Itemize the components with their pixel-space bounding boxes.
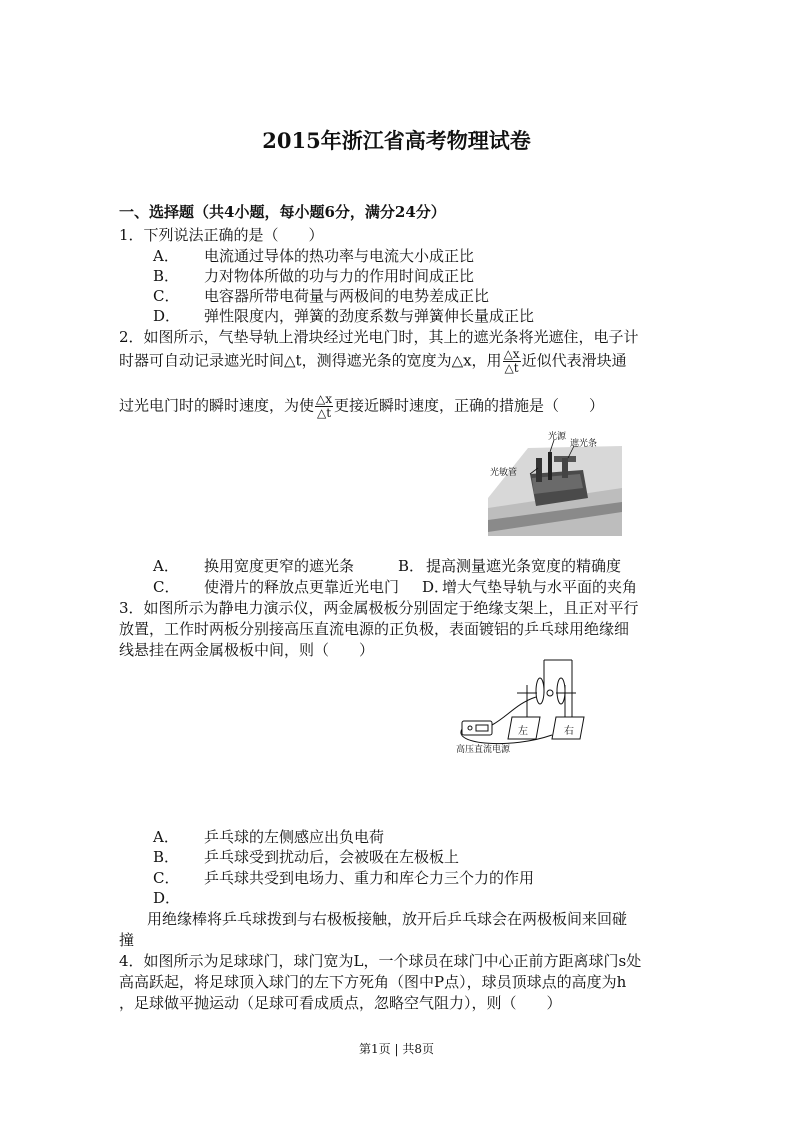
option-letter: B．	[153, 848, 180, 866]
label-right: 右	[564, 726, 574, 737]
option-letter: A．	[153, 247, 179, 265]
q2-line3-b: 更接近瞬时速度，正确的措施是（ ）	[334, 396, 605, 415]
electrostatic-figure	[452, 655, 592, 755]
option-letter: A．	[153, 557, 179, 575]
option-text: 电容器所带电荷量与两极间的电势差成正比	[204, 287, 490, 305]
option-text: 乒乓球共受到电场力、重力和库仑力三个力的作用	[204, 869, 535, 887]
fraction-denominator: △t	[504, 361, 519, 375]
air-track-figure	[488, 428, 622, 536]
fraction-numerator: △x	[316, 392, 333, 406]
option-letter: D．	[153, 889, 181, 907]
label-power-supply: 高压直流电源	[456, 745, 511, 755]
q2-line3-a: 过光电门时的瞬时速度，为使	[119, 396, 315, 415]
option-letter: B．	[398, 557, 425, 575]
q3-line1: 3．如图所示为静电力演示仪，两金属极板分别固定于绝缘支架上，且正对平行	[119, 599, 639, 617]
option-text: 乒乓球受到扰动后，会被吸在左极板上	[204, 848, 460, 866]
q4-line3: ，足球做平抛运动（足球可看成质点，忽略空气阻力），则（ ）	[119, 994, 562, 1012]
electrostatic-illustration	[452, 655, 592, 755]
q1-stem: 1．下列说法正确的是（ ）	[119, 226, 324, 244]
q3-option-d-text-line1: 用绝缘棒将乒乓球拨到与右极板接触，放开后乒乓球会在两极板间来回碰	[147, 910, 628, 928]
option-text: 增大气垫导轨与水平面的夹角	[442, 578, 638, 596]
fraction-numerator: △x	[503, 347, 520, 361]
option-letter: D．	[153, 307, 181, 325]
label-photo-tube: 光敏管	[490, 468, 518, 478]
page-footer: 第1页 | 共8页	[359, 1042, 434, 1056]
option-letter: C．	[153, 578, 180, 596]
section-heading: 一、选择题（共4小题，每小题6分，满分24分）	[119, 203, 446, 221]
option-text: 乒乓球的左侧感应出负电荷	[204, 828, 385, 846]
label-left: 左	[518, 726, 528, 737]
q2-line2-b: 近似代表滑块通	[521, 351, 627, 370]
label-shade-strip: 遮光条	[570, 439, 598, 449]
q3-line3: 线悬挂在两金属极板中间，则（ ）	[119, 641, 375, 659]
option-text: 电流通过导体的热功率与电流大小成正比	[204, 247, 475, 265]
fraction-denominator: △t	[316, 406, 332, 420]
option-text: 换用宽度更窄的遮光条	[204, 557, 355, 575]
option-letter: B．	[153, 267, 180, 285]
q2-line2-a: 时器可自动记录遮光时间△t，测得遮光条的宽度为△x，用	[119, 351, 502, 370]
air-track-illustration	[488, 428, 622, 536]
q2-line1: 2．如图所示，气垫导轨上滑块经过光电门时，其上的遮光条将光遮住，电子计	[119, 328, 639, 346]
option-letter: C．	[153, 287, 180, 305]
option-text: 使滑片的释放点更靠近光电门	[204, 578, 400, 596]
option-text: 提高测量遮光条宽度的精确度	[426, 557, 622, 575]
option-letter: C．	[153, 869, 180, 887]
label-light-source: 光源	[548, 432, 567, 442]
page-title: 2015年浙江省高考物理试卷	[262, 128, 531, 153]
q2-line3	[119, 393, 604, 420]
option-letter: D．	[422, 578, 450, 596]
q4-line1: 4．如图所示为足球球门，球门宽为L，一个球员在球门中心正前方距离球门s处	[119, 952, 642, 970]
q2-line2	[119, 348, 627, 375]
option-text: 弹性限度内，弹簧的劲度系数与弹簧伸长量成正比	[204, 307, 535, 325]
fraction-dx-dt	[503, 348, 521, 375]
fraction-dx-dt	[315, 393, 333, 420]
option-letter: A．	[153, 828, 179, 846]
q3-option-d-text-line2: 撞	[119, 931, 135, 949]
option-text: 力对物体所做的功与力的作用时间成正比	[204, 267, 475, 285]
q3-line2: 放置，工作时两板分别接高压直流电源的正负极，表面镀铝的乒乓球用绝缘细	[119, 620, 630, 638]
q4-line2: 高高跃起，将足球顶入球门的左下方死角（图中P点），球员顶球点的高度为h	[119, 973, 627, 991]
